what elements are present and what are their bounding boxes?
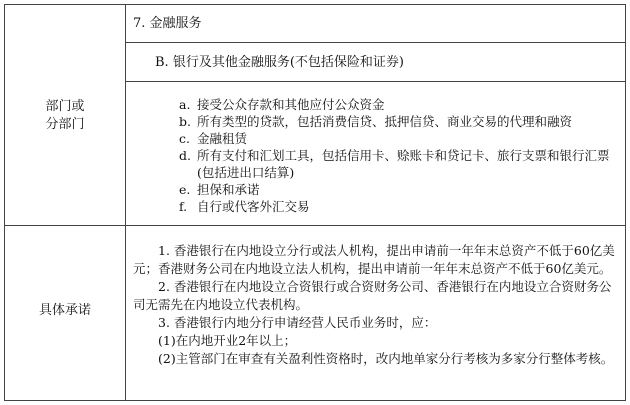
- commitment-paragraph: (1)在内地开业2年以上；: [158, 333, 297, 348]
- list-item: f. 自行或代客外汇交易: [179, 199, 310, 214]
- commitment-paragraph: 2. 香港银行在内地设立合资银行或合资财务公司、香港银行在内地设立合资财务公司无需先在内地设立代表机构。: [133, 279, 612, 312]
- specific-commitments: [133, 242, 618, 368]
- sector-row-label: [5, 98, 125, 134]
- column-divider: [125, 5, 126, 400]
- commitment-paragraph: 3. 香港银行内地分行申请经营人民币业务时，应：: [158, 315, 437, 330]
- sector-title: 7. 金融服务: [133, 16, 202, 31]
- list-item: e. 担保和承诺: [179, 182, 260, 197]
- commitment-table: [4, 4, 626, 401]
- list-item: d. 所有支付和汇划工具，包括信用卡、赊账卡和贷记卡、旅行支票和银行汇票(包括进出口结算): [179, 148, 610, 180]
- commitment-paragraph: 1. 香港银行在内地设立分行或法人机构，提出申请前一年年末总资产不低于60亿美元；香港财务公司在内地设立法人机构，提出申请前一年年末总资产不低于60亿美元。: [133, 243, 615, 276]
- list-item: a. 接受公众存款和其他应付公众资金: [179, 97, 385, 112]
- service-item-list: [179, 96, 619, 215]
- list-item: b. 所有类型的贷款，包括消费信贷、抵押信贷、商业交易的代理和融资: [179, 114, 573, 129]
- label-line: 部门或: [45, 99, 85, 114]
- row-divider: [5, 225, 625, 226]
- label-line: 分部门: [45, 117, 85, 132]
- list-item: c. 金融租赁: [179, 131, 248, 146]
- row-divider: [125, 42, 625, 43]
- subsector-title: B. 银行及其他金融服务(不包括保险和证券): [155, 55, 404, 70]
- commitment-row-label: 具体承诺: [38, 303, 91, 318]
- commitment-paragraph: (2)主管部门在审查有关盈利性资格时，改内地单家分行考核为多家分行整体考核。: [158, 351, 614, 366]
- row-divider: [125, 81, 625, 82]
